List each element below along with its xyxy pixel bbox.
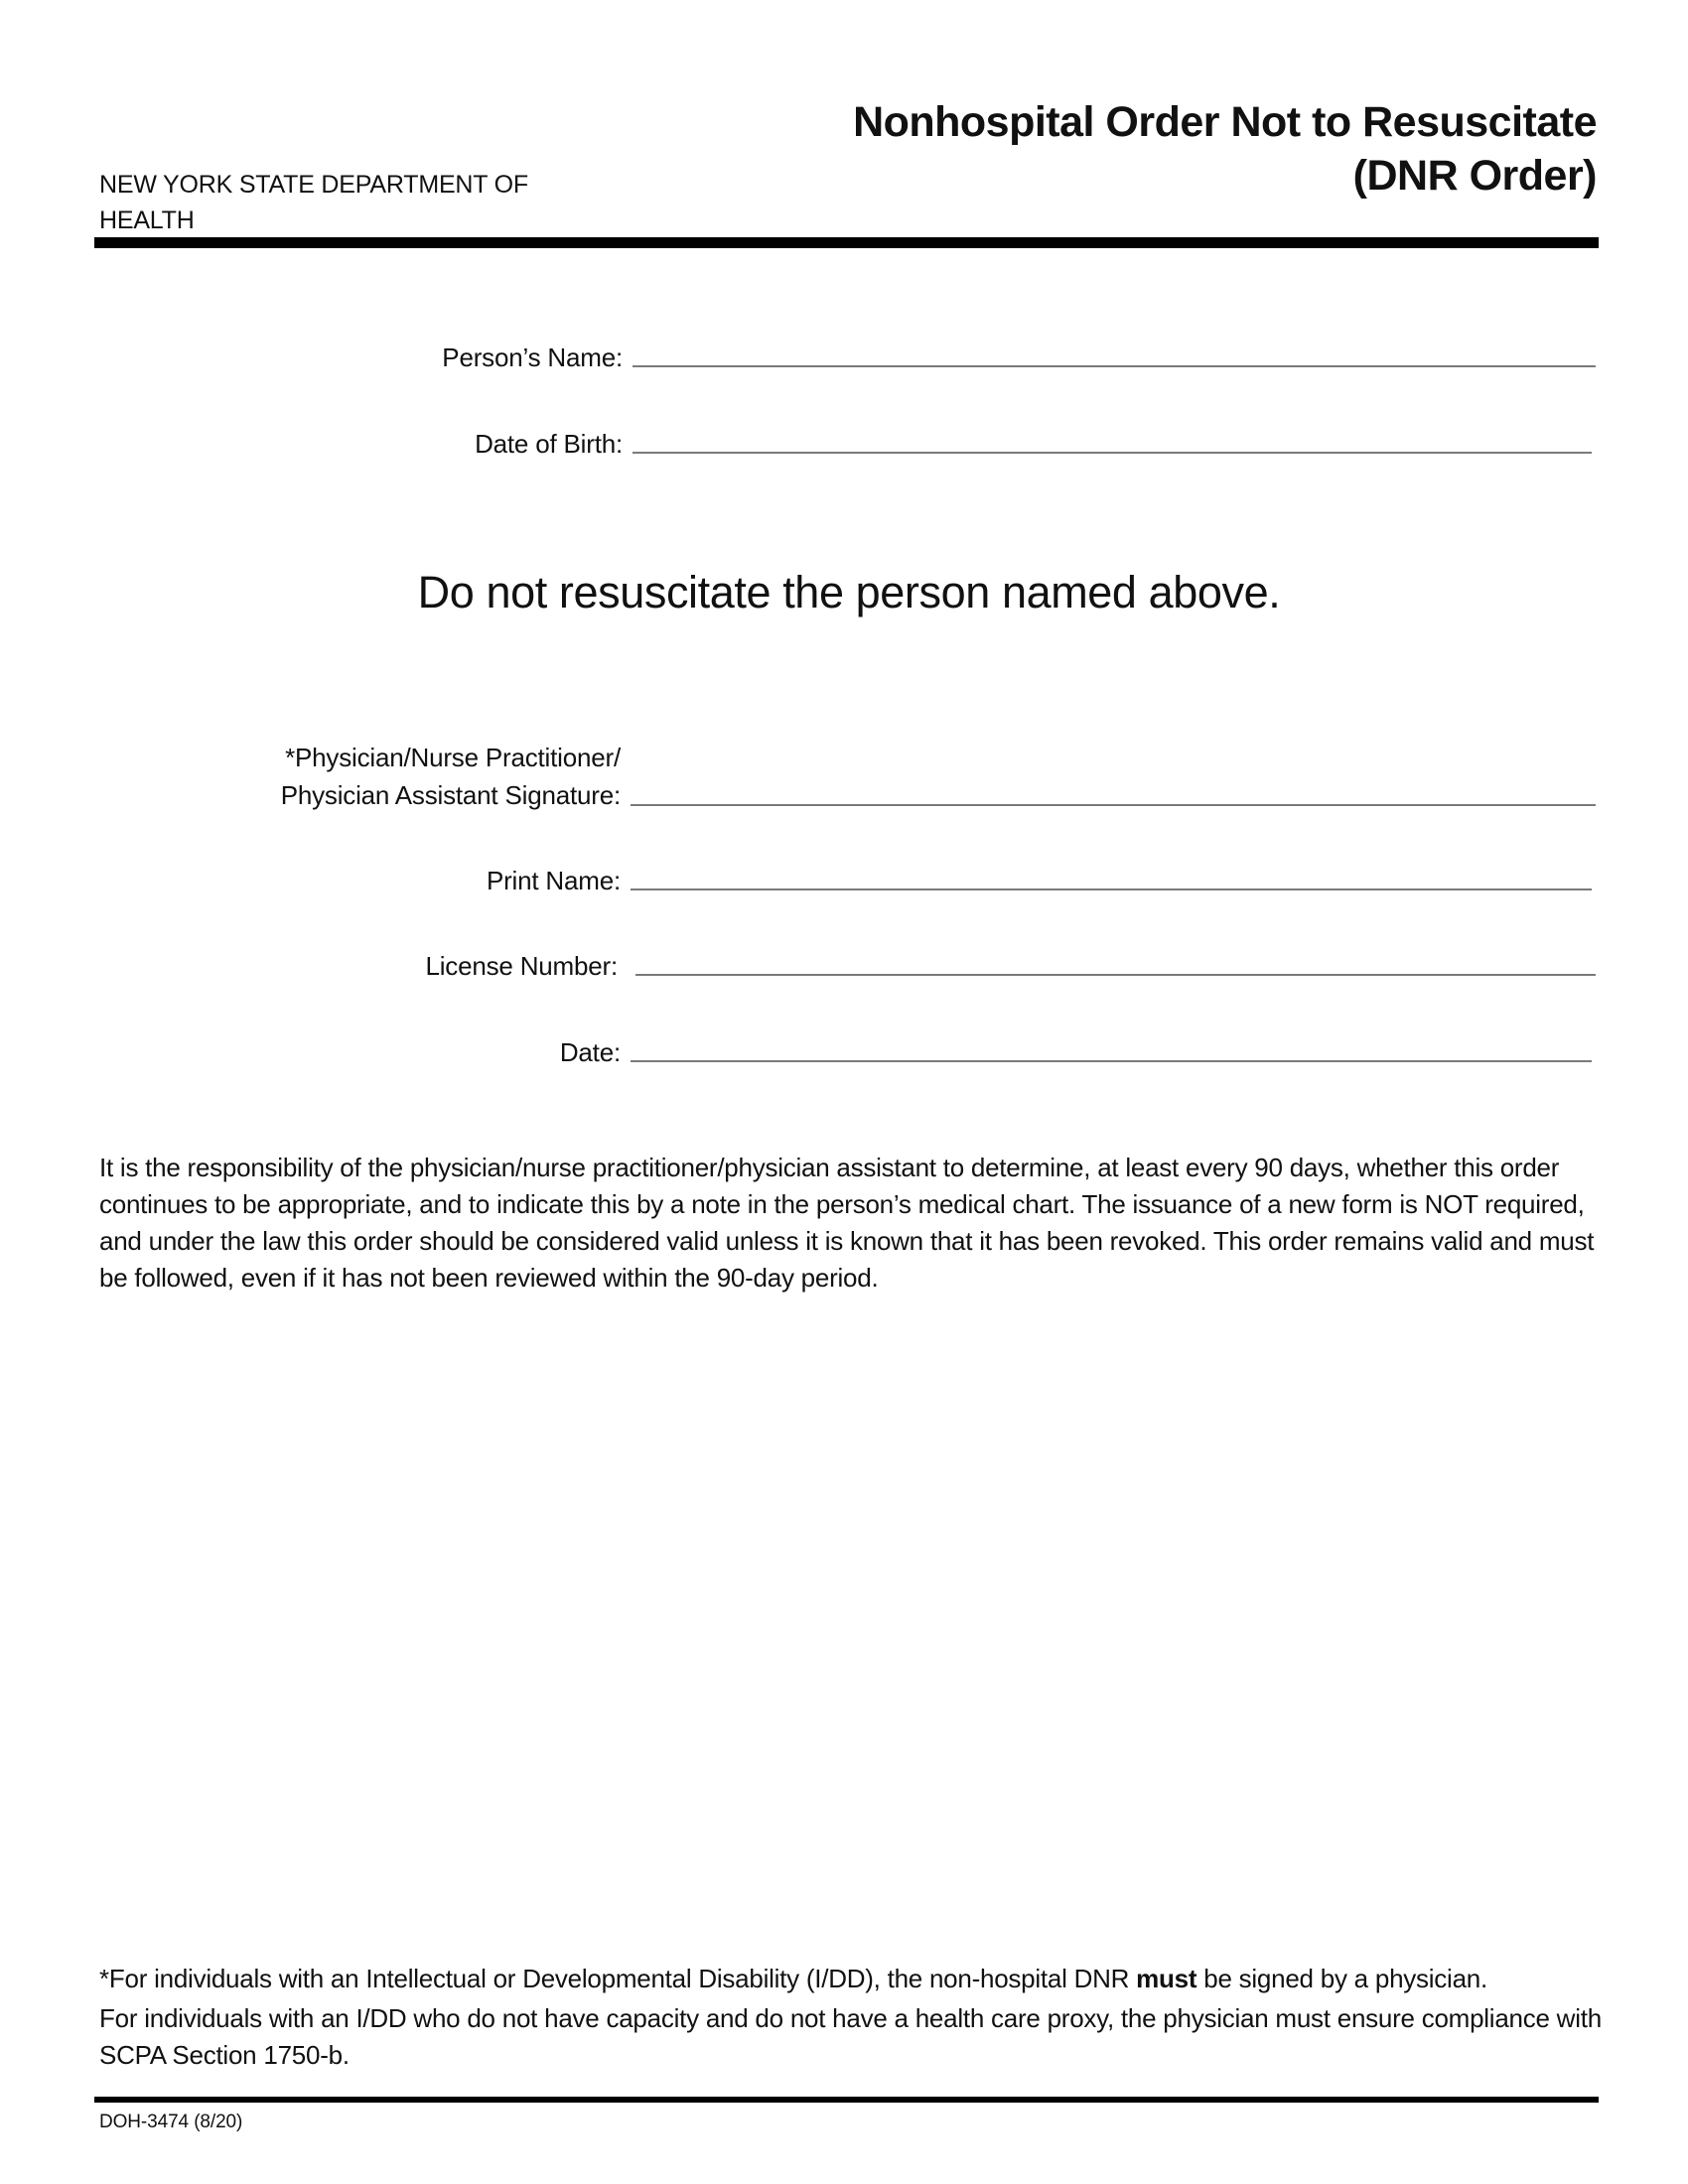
responsibility-paragraph: It is the responsibility of the physician/nurse practitioner/physician assistant to determine, at least every 90 days, whether this order continues to be appropriate, and to indicate this by a note in the person’s medical chart. The issuance of a new form is NOT required, and under the law this order should be considered valid unless it is known that it has been revoked. This order remains valid and must be followed, even if it has not been reviewed within the 90-day period. — [99, 1153, 1595, 1293]
agency-name — [99, 167, 556, 238]
print-name-row — [0, 839, 1688, 898]
header-rule — [94, 237, 1599, 248]
date-label: Date: — [559, 1037, 621, 1067]
date-field[interactable] — [631, 1060, 1592, 1062]
license-number-label: License Number: — [425, 951, 618, 981]
agency-name-line1: NEW YORK STATE DEPARTMENT OF — [99, 171, 528, 199]
form-title-line1: Nonhospital Order Not to Resuscitate — [853, 98, 1597, 146]
date-of-birth-field[interactable] — [633, 452, 1592, 454]
print-name-field[interactable] — [631, 888, 1592, 890]
footnote-line1-end: be signed by a physician. — [1196, 1964, 1487, 1993]
footnote-idd-signature — [99, 1961, 1618, 1997]
footer-rule — [94, 2097, 1599, 2103]
agency-name-line2: HEALTH — [99, 206, 195, 234]
license-number-field[interactable] — [635, 974, 1596, 976]
license-number-row — [0, 924, 1688, 984]
footnote-line1-start: *For individuals with an Intellectual or Developmental Disability (I/DD), the non-hospital DNR — [99, 1964, 1137, 1993]
date-of-birth-row — [0, 402, 1688, 462]
print-name-label: Print Name: — [486, 866, 621, 895]
footnote-idd-capacity: For individuals with an I/DD who do not have capacity and do not have a health care proxy, the physician must ensure compliance with SCPA Section 1750-b. — [99, 2003, 1602, 2070]
signature-label-line1: *Physician/Nurse Practitioner/ — [285, 743, 621, 772]
dnr-statement: Do not resuscitate the person named above. — [417, 567, 1281, 617]
signature-label-line2: Physician Assistant Signature: — [280, 780, 621, 810]
persons-name-label: Person’s Name: — [442, 342, 623, 372]
form-title — [853, 95, 1597, 203]
form-title-line2: (DNR Order) — [1352, 152, 1597, 200]
date-row — [0, 1011, 1688, 1070]
persons-name-field[interactable] — [633, 365, 1596, 367]
footnote-must-emphasis: must — [1136, 1964, 1197, 1993]
date-of-birth-label: Date of Birth: — [475, 429, 623, 459]
persons-name-row — [0, 316, 1688, 375]
signature-label — [281, 739, 621, 814]
signature-field[interactable] — [631, 804, 1596, 806]
form-id: DOH-3474 (8/20) — [99, 2112, 243, 2132]
signature-row — [0, 715, 1688, 814]
